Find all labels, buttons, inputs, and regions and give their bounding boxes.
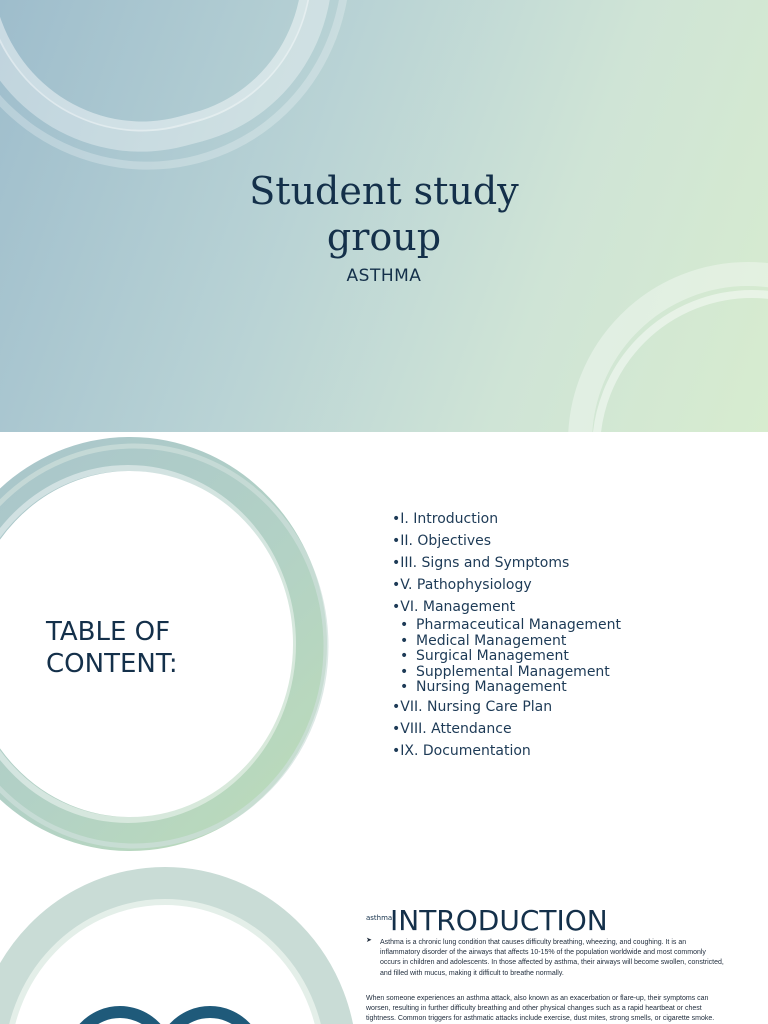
toc-item-introduction: •I. Introduction <box>392 511 499 527</box>
toc-sub-list <box>392 618 621 696</box>
decorative-ring-intro <box>0 864 360 1024</box>
title-slide <box>0 0 768 432</box>
intro-small-label: asthma <box>366 914 393 922</box>
toc-heading-line-1: TABLE OF <box>46 617 171 647</box>
toc-heading <box>46 616 178 680</box>
intro-paragraph: When someone experiences an asthma attack, also known as an exacerbation or flare-up, their symptoms can worsen, resulting in further difficulty breathing and other physical changes such as a rapid heartbeat or chest tightness. Common triggers for asthmatic attacks include exercise, dust mites, strong smells, or cigarette smoke. <box>366 995 715 1023</box>
toc-item-objectives: •II. Objectives <box>392 533 492 549</box>
toc-item-nursing-care-plan: •VII. Nursing Care Plan <box>392 698 553 715</box>
toc-slide <box>0 432 768 864</box>
toc-sub-item-supplemental: • Supplemental Management <box>400 665 621 681</box>
decorative-ring-bottom-right-inner <box>592 290 768 432</box>
slide-subtitle: ASTHMA <box>346 266 422 286</box>
toc-heading-line-2: CONTENT: <box>46 649 178 679</box>
toc-item-documentation: •IX. Documentation <box>392 742 531 759</box>
intro-slide <box>0 864 768 1024</box>
slide-title <box>0 168 768 260</box>
title-line-2: group <box>326 215 442 259</box>
toc-sub-item-medical: • Medical Management <box>400 634 621 650</box>
toc-sub-item-nursing: • Nursing Management <box>400 680 621 696</box>
toc-item-signs-symptoms: •III. Signs and Symptoms <box>392 555 570 571</box>
arrow-bullet-icon: ➤ <box>366 936 372 944</box>
toc-item-attendance: •VIII. Attendance <box>392 720 512 737</box>
toc-sub-item-surgical: • Surgical Management <box>400 649 621 665</box>
toc-sub-list-wrapper <box>392 618 621 696</box>
toc-item-management: •VI. Management <box>392 599 516 615</box>
intro-bullet-text: Asthma is a chronic lung condition that causes difficulty breathing, wheezing, and coughing. It is an inflammatory disorder of the airways that affects 10-15% of the population worldwide and most commonly occurs in children and adolescents. In those affected by asthma, their airways will become swollen, constricted, and filled with mucus, making it difficult to breathe normally. <box>380 939 724 977</box>
toc-sub-item-pharmaceutical: • Pharmaceutical Management <box>400 618 621 634</box>
intro-heading: INTRODUCTION <box>390 904 608 937</box>
toc-list <box>392 508 621 762</box>
toc-item-pathophysiology: •V. Pathophysiology <box>392 577 532 593</box>
title-line-1: Student study <box>249 169 519 213</box>
